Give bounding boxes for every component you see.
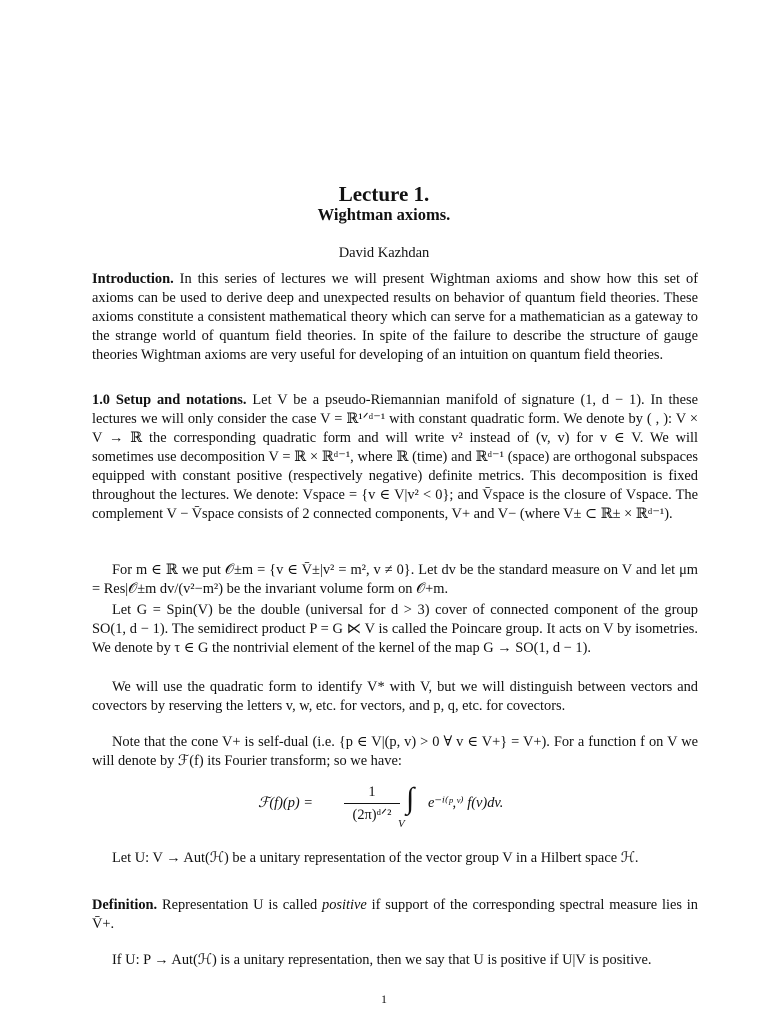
- page-number: 1: [381, 992, 387, 1006]
- formula-fraction: [344, 783, 400, 824]
- setup-text: Let V be a pseudo-Riemannian manifold of signature (1, d − 1). In these lectures we will only consider the case V = ℝ¹ᐟᵈ⁻¹ with constant quadratic form. We denote by ( , ): V × V → ℝ the corresponding quadratic form and will write v² instead of (v, v) for v ∈ V. We will sometimes use decomposition V = ℝ × ℝᵈ⁻¹, where ℝ (time) and ℝᵈ⁻¹ (space) are orthogonal subspaces equipped with constant positive (respectively negative) definite metrics. This decomposition is fixed throughout the lectures. We denote: Vspace = {v ∈ V|v² < 0}; and V̄space is the closure of Vspace. The complement V − V̄space consists of 2 connected components, V+ and V− (where V± ⊂ ℝ± × ℝᵈ⁻¹).: [92, 392, 699, 522]
- definition-heading: Definition.: [92, 897, 158, 913]
- definition-text-after: if support of the corresponding spectral measure lies in V̄+.: [92, 897, 698, 932]
- integral-subscript: V: [398, 818, 405, 830]
- lecture-subtitle: Wightman axioms.: [317, 205, 451, 224]
- fourier-transform-formula: [92, 783, 698, 835]
- positive-representation-paragraph: If U: P → Aut(ℋ) is a unitary representation, then we say that U is positive if U|V is positive.: [112, 952, 652, 968]
- fourier-paragraph: Note that the cone V+ is self-dual (i.e. {p ∈ V|(p, v) > 0 ∀ v ∈ V+} = V+). For a function f on V we will denote by ℱ(f) its Fourier transform; so we have:: [92, 734, 698, 769]
- introduction-heading: Introduction.: [92, 271, 174, 287]
- author-name: David Kazhdan: [338, 245, 430, 261]
- unitary-representation-paragraph: Let U: V → Aut(ℋ) be a unitary representation of the vector group V in a Hilbert space ℋ.: [112, 850, 639, 866]
- formula-denominator: (2π)ᵈᐟ²: [352, 807, 392, 823]
- definition-paragraph: [92, 896, 698, 934]
- setup-paragraph: [92, 391, 698, 524]
- formula-rhs: e⁻ⁱ⁽ᵖ,ᵛ⁾ f(v)dv.: [428, 795, 504, 811]
- formula-lhs: ℱ(f)(p) =: [258, 795, 313, 811]
- orbit-paragraph: For m ∈ ℝ we put 𝒪±m = {v ∈ V̄±|v² = m², v ≠ 0}. Let dv be the standard measure on V and let μm = Res|𝒪±m dv/(v²−m²) be the invariant volume form on 𝒪+m.: [92, 562, 698, 597]
- lecture-title: Lecture 1.: [338, 182, 430, 206]
- formula-numerator: 1: [368, 784, 376, 800]
- fraction-bar: [344, 803, 400, 804]
- definition-emphasis: positive: [322, 897, 367, 913]
- poincare-group-paragraph: Let G = Spin(V) be the double (universal for d > 3) cover of connected component of the group SO(1, d − 1). The semidirect product P = G ⋉ V is called the Poincare group. It acts on V by isometries. We denote by τ ∈ G the nontrivial element of the kernel of the map G → SO(1, d − 1).: [92, 602, 698, 656]
- covectors-paragraph: We will use the quadratic form to identify V* with V, but we will distinguish between vectors and covectors by reserving the letters v, w, etc. for vectors, and p, q, etc. for covectors.: [92, 679, 698, 714]
- introduction-text: In this series of lectures we will present Wightman axioms and show how this set of axioms can be used to derive deep and unexpected results on behavior of quantum field theories. These axioms constitute a consistent mathematical theory which can serve for a mathematician as a gateway to the strange world of quantum field theories. In spite of the failure to describe the structure of gauge theories Wightman axioms are very useful for developing of an intuition on quantum field theories.: [92, 271, 698, 363]
- introduction-paragraph: [92, 270, 698, 365]
- definition-text-before: Representation U is called: [157, 897, 322, 913]
- setup-heading: 1.0 Setup and notations.: [92, 392, 247, 408]
- integral-sign: ∫: [406, 782, 415, 815]
